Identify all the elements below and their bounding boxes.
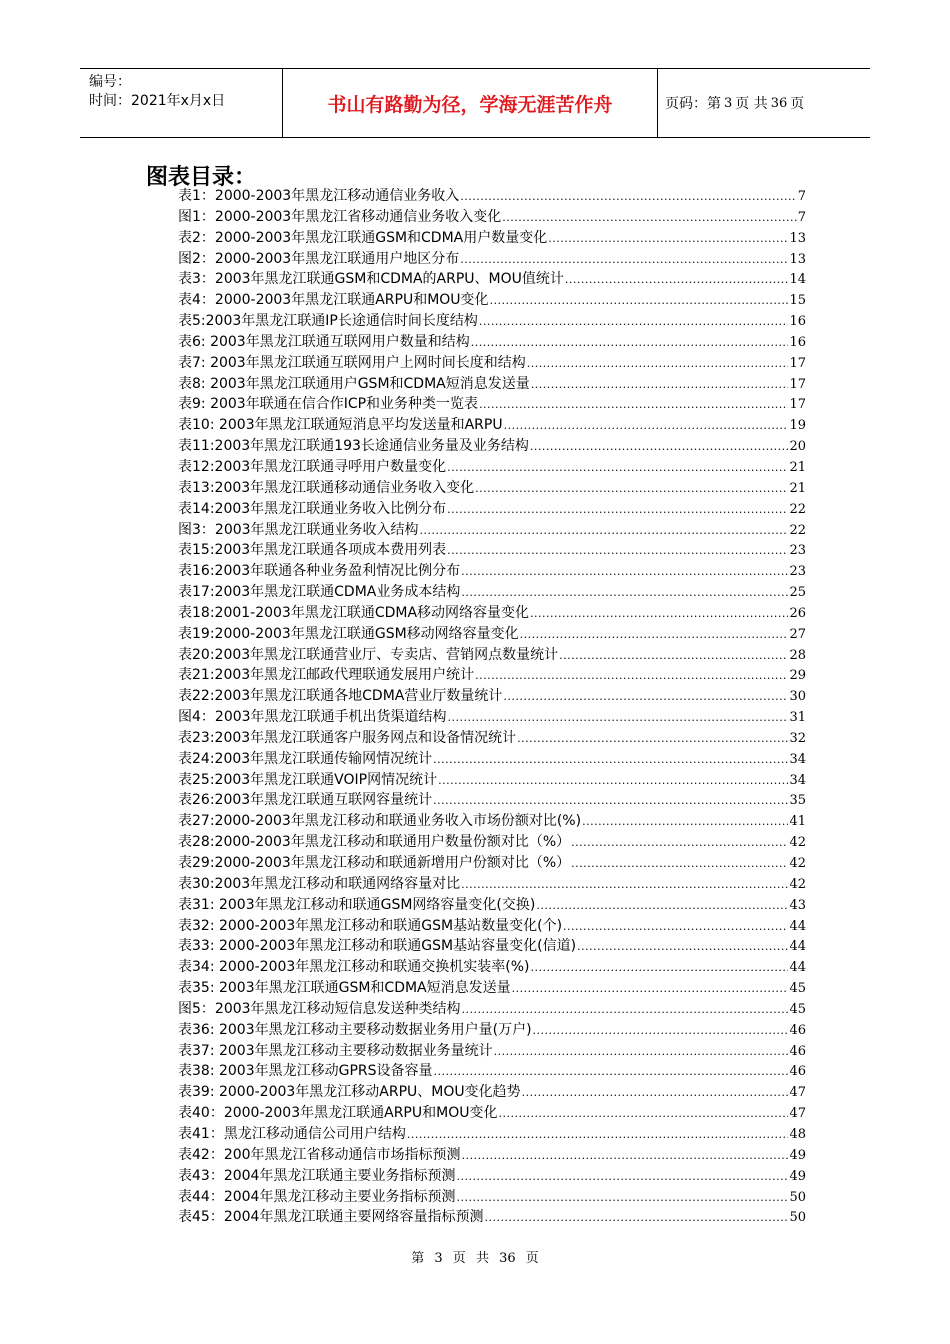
toc-entry-label: 表30:2003年黑龙江移动和联通网络容量对比 [178,875,461,892]
toc-entry[interactable] [178,394,806,415]
toc-entry-label: 表22:2003年黑龙江联通各地CDMA营业厅数量统计 [178,688,503,705]
toc-entry-page: 46 [789,1022,806,1038]
toc-entry-label: 表18:2001-2003年黑龙江联通CDMA移动网络容量变化 [178,604,530,621]
toc-leader-dots [531,958,789,979]
toc-entry-label: 表43：2004年黑龙江联通主要业务指标预测 [178,1167,456,1184]
toc-entry[interactable] [178,624,806,645]
toc-entry[interactable] [178,561,806,582]
toc-entry-label: 图1：2000-2003年黑龙江省移动通信业务收入变化 [178,208,502,225]
toc-entry[interactable] [178,478,806,499]
toc-entry-page: 13 [789,251,806,267]
header-meta [80,69,283,137]
toc-entry-page: 47 [789,1106,806,1122]
toc-leader-dots [517,729,788,750]
toc-entry-page: 16 [789,314,806,330]
header-motto: 书山有路勤为径，学海无涯苦作舟 [283,69,658,137]
toc-entry-label: 表42：200年黑龙江省移动通信市场指标预测 [178,1146,461,1163]
toc-leader-dots [407,1125,789,1146]
toc-entry-label: 图5：2003年黑龙江移动短信息发送种类结构 [178,1000,461,1017]
toc-entry-label: 图4：2003年黑龙江联通手机出货渠道结构 [178,709,447,726]
page-footer [0,1247,950,1266]
toc-entry-page: 50 [789,1189,806,1205]
toc-entry-page: 21 [789,480,806,496]
toc-entry-page: 42 [789,856,806,871]
toc-leader-dots [536,896,788,917]
time-label: 时间：2021年x月x日 [89,93,226,109]
toc-entry[interactable] [178,707,806,728]
toc-leader-dots [565,270,789,291]
toc-entry-label: 表34: 2000-2003年黑龙江移动和联通交换机实装率(%) [178,959,530,976]
toc-entry-label: 表1：2000-2003年黑龙江移动通信业务收入 [178,188,460,204]
toc-leader-dots [527,354,789,375]
toc-entry[interactable] [178,499,806,520]
toc-entry-label: 表36: 2003年黑龙江移动主要移动数据业务用户量(万户) [178,1021,532,1038]
toc-entry[interactable] [178,1124,806,1145]
toc-leader-dots [498,1104,788,1125]
toc-leader-dots [520,625,789,646]
toc-entry[interactable] [178,207,806,228]
toc-entry[interactable] [178,665,806,686]
toc-leader-dots [490,291,789,312]
toc-entry-label: 表45：2004年黑龙江联通主要网络容量指标预测 [178,1209,484,1226]
toc-leader-dots [533,1021,789,1042]
toc-entry-label: 表7: 2003年黑龙江联通互联网用户上网时间长度和结构 [178,354,526,371]
toc-entry[interactable] [178,1103,806,1124]
toc-leader-dots [530,604,788,625]
toc-entry-label: 表15:2003年黑龙江联通各项成本费用列表 [178,542,447,559]
toc-entry[interactable] [178,1020,806,1041]
toc-entry-label: 表41：黑龙江移动通信公司用户结构 [178,1125,406,1142]
toc-entry-label: 表9: 2003年联通在信合作ICP和业务种类一览表 [178,396,479,413]
toc-entry-page: 44 [789,918,806,934]
number-label: 编号： [89,74,131,90]
toc-leader-dots [484,1208,788,1229]
toc-entry[interactable] [178,853,806,874]
toc-entry-label: 表29:2000-2003年黑龙江移动和联通新增用户份额对比（%） [178,855,571,871]
toc-entry-label: 表11:2003年黑龙江联通193长途通信业务量及业务结构 [178,438,529,455]
toc-entry-label: 表21:2003年黑龙江邮政代理联通发展用户统计 [178,667,475,684]
toc-entry-label: 图2：2000-2003年黑龙江联通用户地区分布 [178,250,460,267]
toc-entry[interactable] [178,311,806,332]
toc-entry-label: 表5:2003年黑龙江联通IP长途通信时间长度结构 [178,313,478,330]
header-page-info [657,69,870,137]
page-suffix: 页 [790,96,805,112]
toc-leader-dots [577,937,788,958]
toc-entry-page: 16 [789,334,806,350]
toc-leader-dots [462,1000,789,1021]
toc-leader-dots [530,437,789,458]
footer-prefix: 第 [411,1251,425,1266]
page-prefix: 页码：第 [665,96,721,112]
toc-entry-label: 表3：2003年黑龙江联通GSM和CDMA的ARPU、MOU值统计 [178,271,564,288]
toc-leader-dots [461,562,788,583]
toc-entry-page: 42 [789,835,806,851]
toc-leader-dots [571,833,788,854]
toc-entry[interactable] [178,520,806,541]
toc-entry-label: 表26:2003年黑龙江联通互联网容量统计 [178,792,433,809]
toc-entry[interactable] [178,895,806,916]
toc-entry-page: 46 [789,1043,806,1059]
toc-entry-label: 表19:2000-2003年黑龙江联通GSM移动网络容量变化 [178,625,519,642]
toc-entry-label: 表23:2003年黑龙江联通客户服务网点和设备情况统计 [178,729,517,746]
toc-entry-page: 7 [797,209,806,225]
toc-leader-dots [559,646,788,667]
toc-entry[interactable] [178,436,806,457]
toc-entry-label: 表6: 2003年黑龙江联通互联网用户数量和结构 [178,333,470,350]
toc-entry-page: 35 [789,793,806,809]
toc-leader-dots [522,1083,789,1104]
toc-leader-dots [447,458,788,479]
toc-entry-page: 29 [789,668,806,684]
toc-entry-page: 28 [789,647,806,663]
toc-entry-label: 表32: 2000-2003年黑龙江移动和联通GSM基站数量变化(个) [178,917,563,934]
toc-entry-label: 表2：2000-2003年黑龙江联通GSM和CDMA用户数量变化 [178,229,548,246]
toc-list [178,186,806,1228]
toc-leader-dots [475,479,788,500]
toc-entry[interactable] [178,645,806,666]
toc-entry-page: 21 [789,459,806,475]
toc-leader-dots [582,812,788,833]
toc-entry-page: 34 [789,751,806,767]
footer-suffix: 页 [525,1251,539,1266]
toc-entry[interactable] [178,978,806,999]
toc-leader-dots [456,1188,788,1209]
toc-leader-dots [447,541,788,562]
toc-entry[interactable] [178,249,806,270]
toc-entry-page: 23 [789,543,806,559]
toc-entry-page: 34 [789,772,806,788]
toc-entry[interactable] [178,790,806,811]
toc-entry-label: 表35: 2003年黑龙江联通GSM和CDMA短消息发送量 [178,980,511,997]
toc-leader-dots [456,1167,788,1188]
toc-entry-label: 表17:2003年黑龙江联通CDMA业务成本结构 [178,584,461,601]
footer-mid2: 共 [475,1251,489,1266]
toc-leader-dots [447,500,788,521]
toc-entry-label: 表37: 2003年黑龙江移动主要移动数据业务量统计 [178,1042,493,1059]
toc-entry[interactable] [178,1145,806,1166]
toc-entry-page: 19 [789,418,806,434]
footer-total: 36 [499,1251,516,1266]
toc-entry-page: 27 [789,626,806,642]
toc-entry-label: 表13:2003年黑龙江联通移动通信业务收入变化 [178,479,475,496]
toc-entry-page: 45 [789,981,806,997]
page-mid: 页 共 [735,96,768,112]
toc-entry-page: 44 [789,939,806,955]
toc-entry[interactable] [178,582,806,603]
toc-entry[interactable] [178,874,806,895]
toc-entry-page: 17 [789,397,806,413]
toc-entry-label: 表40：2000-2003年黑龙江联通ARPU和MOU变化 [178,1105,498,1122]
toc-leader-dots [433,750,788,771]
toc-entry-label: 表25:2003年黑龙江联通VOIP网情况统计 [178,771,438,788]
toc-entry[interactable] [178,1061,806,1082]
toc-leader-dots [479,312,789,333]
toc-entry[interactable] [178,957,806,978]
toc-leader-dots [479,395,788,416]
toc-entry[interactable] [178,1166,806,1187]
toc-entry-label: 表8: 2003年黑龙江联通用户GSM和CDMA短消息发送量 [178,375,530,392]
toc-entry[interactable] [178,936,806,957]
toc-entry-page: 25 [789,585,806,601]
toc-leader-dots [460,187,797,208]
toc-entry[interactable] [178,228,806,249]
toc-entry-page: 44 [789,960,806,976]
toc-entry-label: 表33: 2000-2003年黑龙江移动和联通GSM基站容量变化(信道) [178,938,577,955]
page-total: 36 [770,95,788,111]
toc-entry-page: 45 [789,1001,806,1017]
toc-entry[interactable] [178,353,806,374]
toc-leader-dots [434,1062,789,1083]
toc-entry-label: 表38: 2003年黑龙江移动GPRS设备容量 [178,1063,433,1080]
toc-entry-page: 48 [789,1126,806,1142]
toc-entry[interactable] [178,374,806,395]
toc-entry-page: 15 [789,293,806,309]
toc-entry-page: 14 [789,272,806,288]
toc-leader-dots [504,416,789,437]
toc-entry[interactable] [178,540,806,561]
toc-leader-dots [420,521,789,542]
toc-entry[interactable] [178,686,806,707]
toc-entry-label: 表31: 2003年黑龙江移动和联通GSM网络容量变化(交换) [178,896,536,913]
toc-entry[interactable] [178,770,806,791]
toc-entry-page: 46 [789,1064,806,1080]
toc-entry-label: 表4：2000-2003年黑龙江联通ARPU和MOU变化 [178,292,489,309]
toc-leader-dots [433,791,788,812]
toc-leader-dots [438,771,788,792]
toc-entry[interactable] [178,1187,806,1208]
toc-leader-dots [471,333,789,354]
toc-entry[interactable] [178,749,806,770]
toc-entry[interactable] [178,603,806,624]
toc-entry-page: 47 [789,1085,806,1101]
toc-entry[interactable] [178,269,806,290]
toc-title: 图表目录： [146,165,257,190]
toc-entry-label: 表28:2000-2003年黑龙江移动和联通用户数量份额对比（%） [178,834,571,851]
toc-entry[interactable] [178,1041,806,1062]
toc-entry-page: 30 [789,689,806,705]
toc-entry[interactable] [178,728,806,749]
toc-leader-dots [448,708,789,729]
toc-leader-dots [531,375,789,396]
toc-entry-page: 17 [789,376,806,392]
toc-entry-page: 22 [789,522,806,538]
toc-leader-dots [460,250,788,271]
toc-entry-page: 50 [789,1210,806,1226]
toc-entry-page: 43 [789,897,806,913]
toc-entry-page: 32 [789,730,806,746]
toc-entry[interactable] [178,999,806,1020]
toc-entry-label: 表10: 2003年黑龙江联通短消息平均发送量和ARPU [178,417,503,434]
toc-entry-page: 41 [789,814,806,830]
toc-entry[interactable] [178,332,806,353]
toc-leader-dots [502,208,797,229]
toc-entry-page: 49 [789,1168,806,1184]
footer-mid1: 页 [452,1251,466,1266]
toc-entry[interactable] [178,415,806,436]
toc-entry-label: 表14:2003年黑龙江联通业务收入比例分布 [178,500,447,517]
toc-leader-dots [571,854,788,875]
toc-entry-label: 表24:2003年黑龙江联通传输网情况统计 [178,750,433,767]
toc-leader-dots [475,666,788,687]
toc-entry[interactable] [178,457,806,478]
toc-entry-label: 表16:2003年联通各种业务盈利情况比例分布 [178,563,461,580]
toc-leader-dots [494,1042,789,1063]
toc-entry-page: 49 [789,1147,806,1163]
toc-entry[interactable] [178,811,806,832]
toc-leader-dots [563,917,788,938]
toc-entry[interactable] [178,186,806,207]
toc-entry[interactable] [178,1082,806,1103]
toc-leader-dots [462,1146,789,1167]
toc-entry-page: 31 [789,710,806,726]
toc-entry-page: 20 [789,439,806,455]
toc-leader-dots [461,875,788,896]
toc-leader-dots [548,229,788,250]
toc-entry-label: 表27:2000-2003年黑龙江移动和联通业务收入市场份额对比(%) [178,813,582,830]
toc-entry[interactable] [178,1207,806,1228]
toc-entry[interactable] [178,290,806,311]
toc-entry-label: 表39: 2000-2003年黑龙江移动ARPU、MOU变化趋势 [178,1084,521,1101]
page-header [80,68,870,138]
toc-leader-dots [503,687,788,708]
toc-entry[interactable] [178,916,806,937]
toc-entry[interactable] [178,832,806,853]
toc-entry-label: 表12:2003年黑龙江联通寻呼用户数量变化 [178,458,447,475]
page-current: 3 [724,95,733,111]
footer-current: 3 [434,1251,443,1266]
toc-entry-label: 表44：2004年黑龙江移动主要业务指标预测 [178,1188,456,1205]
toc-entry-page: 42 [789,876,806,892]
toc-entry-page: 7 [797,189,806,204]
toc-entry-label: 图3：2003年黑龙江联通业务收入结构 [178,521,419,538]
toc-entry-page: 22 [789,501,806,517]
toc-entry-label: 表20:2003年黑龙江联通营业厅、专卖店、营销网点数量统计 [178,646,559,663]
toc-entry-page: 13 [789,230,806,246]
toc-leader-dots [512,979,789,1000]
toc-leader-dots [461,583,788,604]
toc-entry-page: 23 [789,564,806,580]
toc-entry-page: 26 [789,605,806,621]
toc-entry-page: 17 [789,355,806,371]
